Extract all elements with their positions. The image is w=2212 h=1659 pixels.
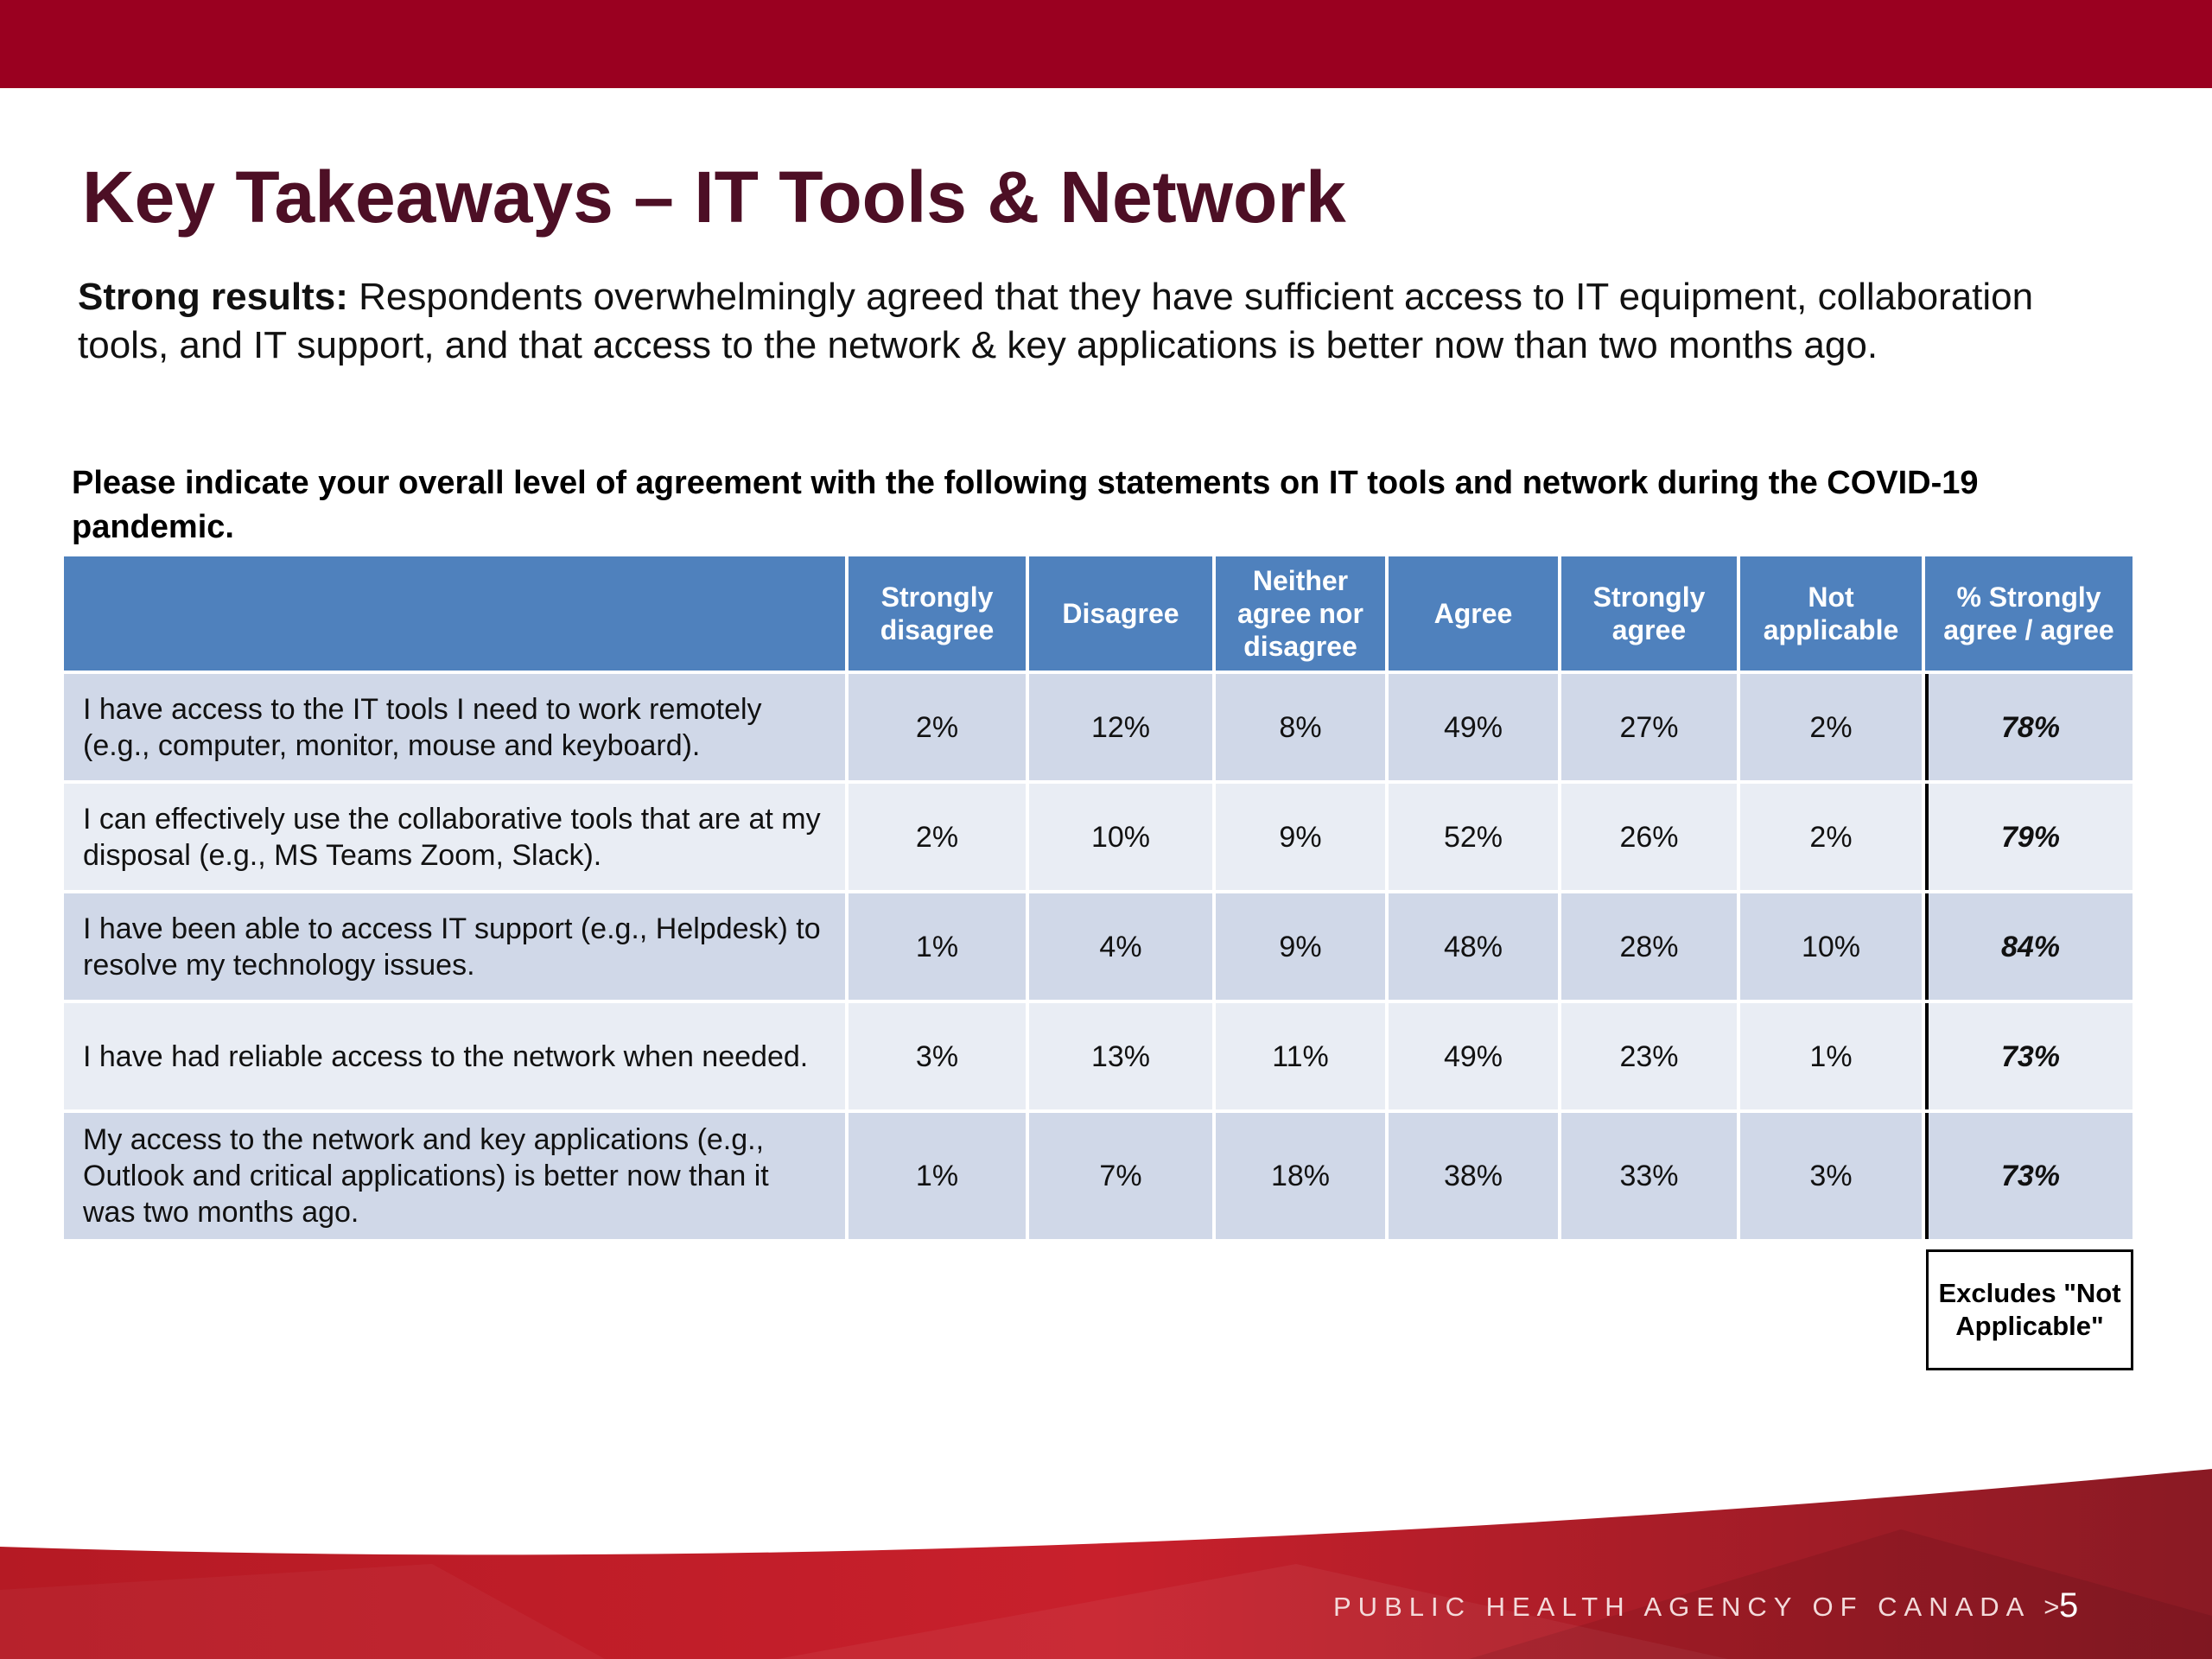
agency-name: PUBLIC HEALTH AGENCY OF CANADA > xyxy=(1333,1592,2067,1622)
header-not-applicable: Not applicable xyxy=(1740,556,1922,671)
value-cell: 12% xyxy=(1029,674,1212,780)
value-cell: 4% xyxy=(1029,893,1212,1000)
value-cell: 2% xyxy=(849,674,1026,780)
value-cell: 7% xyxy=(1029,1113,1212,1239)
statement-cell: I can effectively use the collaborative tools that are at my disposal (e.g., MS Teams Zoom, Slack). xyxy=(64,784,845,890)
value-cell: 3% xyxy=(1740,1113,1922,1239)
value-cell: 38% xyxy=(1389,1113,1558,1239)
slide-title: Key Takeaways – IT Tools & Network xyxy=(82,156,1346,238)
table-row xyxy=(64,893,2133,1000)
statement-cell: I have been able to access IT support (e.g., Helpdesk) to resolve my technology issues. xyxy=(64,893,845,1000)
value-cell: 23% xyxy=(1561,1003,1737,1109)
statement-cell: I have access to the IT tools I need to work remotely (e.g., computer, monitor, mouse and keyboard). xyxy=(64,674,845,780)
intro-text: Respondents overwhelmingly agreed that they have sufficient access to IT equipment, collaboration tools, and IT support, and that access to the network & key applications is better now than two months ago. xyxy=(78,276,2034,366)
value-cell: 26% xyxy=(1561,784,1737,890)
footer-banner xyxy=(0,1460,2212,1659)
header-percent-agree: % Strongly agree / agree xyxy=(1925,556,2133,671)
excludes-note: Excludes "Not Applicable" xyxy=(1926,1249,2133,1370)
value-cell: 11% xyxy=(1216,1003,1385,1109)
value-cell: 52% xyxy=(1389,784,1558,890)
header-strongly-agree: Strongly agree xyxy=(1561,556,1737,671)
page-number: 5 xyxy=(2059,1586,2079,1624)
value-cell: 1% xyxy=(849,1113,1026,1239)
header-neither: Neither agree nor disagree xyxy=(1216,556,1385,671)
table-header-row xyxy=(64,556,2133,671)
value-cell: 9% xyxy=(1216,893,1385,1000)
value-cell: 33% xyxy=(1561,1113,1737,1239)
value-cell: 28% xyxy=(1561,893,1737,1000)
value-cell: 1% xyxy=(1740,1003,1922,1109)
value-cell: 2% xyxy=(1740,674,1922,780)
value-cell: 10% xyxy=(1740,893,1922,1000)
top-banner xyxy=(0,0,2212,88)
table-row xyxy=(64,674,2133,780)
statement-cell: I have had reliable access to the network when needed. xyxy=(64,1003,845,1109)
total-cell: 73% xyxy=(1925,1003,2133,1109)
header-strongly-disagree: Strongly disagree xyxy=(849,556,1026,671)
value-cell: 48% xyxy=(1389,893,1558,1000)
intro-paragraph xyxy=(78,273,2091,370)
value-cell: 18% xyxy=(1216,1113,1385,1239)
statement-cell: My access to the network and key applications (e.g., Outlook and critical applications) is better now than it was two months ago. xyxy=(64,1113,845,1239)
survey-question: Please indicate your overall level of agreement with the following statements on IT tools and network during the COVID-19 pandemic. xyxy=(72,465,1979,545)
total-cell: 73% xyxy=(1925,1113,2133,1239)
value-cell: 13% xyxy=(1029,1003,1212,1109)
header-agree: Agree xyxy=(1389,556,1558,671)
value-cell: 9% xyxy=(1216,784,1385,890)
table-row xyxy=(64,784,2133,890)
total-cell: 78% xyxy=(1925,674,2133,780)
table-row xyxy=(64,1003,2133,1109)
value-cell: 49% xyxy=(1389,674,1558,780)
header-disagree: Disagree xyxy=(1029,556,1212,671)
value-cell: 27% xyxy=(1561,674,1737,780)
table-row xyxy=(64,1113,2133,1239)
value-cell: 49% xyxy=(1389,1003,1558,1109)
value-cell: 1% xyxy=(849,893,1026,1000)
survey-table xyxy=(60,553,2136,1243)
value-cell: 10% xyxy=(1029,784,1212,890)
total-cell: 84% xyxy=(1925,893,2133,1000)
header-statement xyxy=(64,556,845,671)
value-cell: 2% xyxy=(1740,784,1922,890)
total-cell: 79% xyxy=(1925,784,2133,890)
value-cell: 8% xyxy=(1216,674,1385,780)
intro-bold-lead: Strong results: xyxy=(78,276,348,318)
value-cell: 3% xyxy=(849,1003,1026,1109)
value-cell: 2% xyxy=(849,784,1026,890)
